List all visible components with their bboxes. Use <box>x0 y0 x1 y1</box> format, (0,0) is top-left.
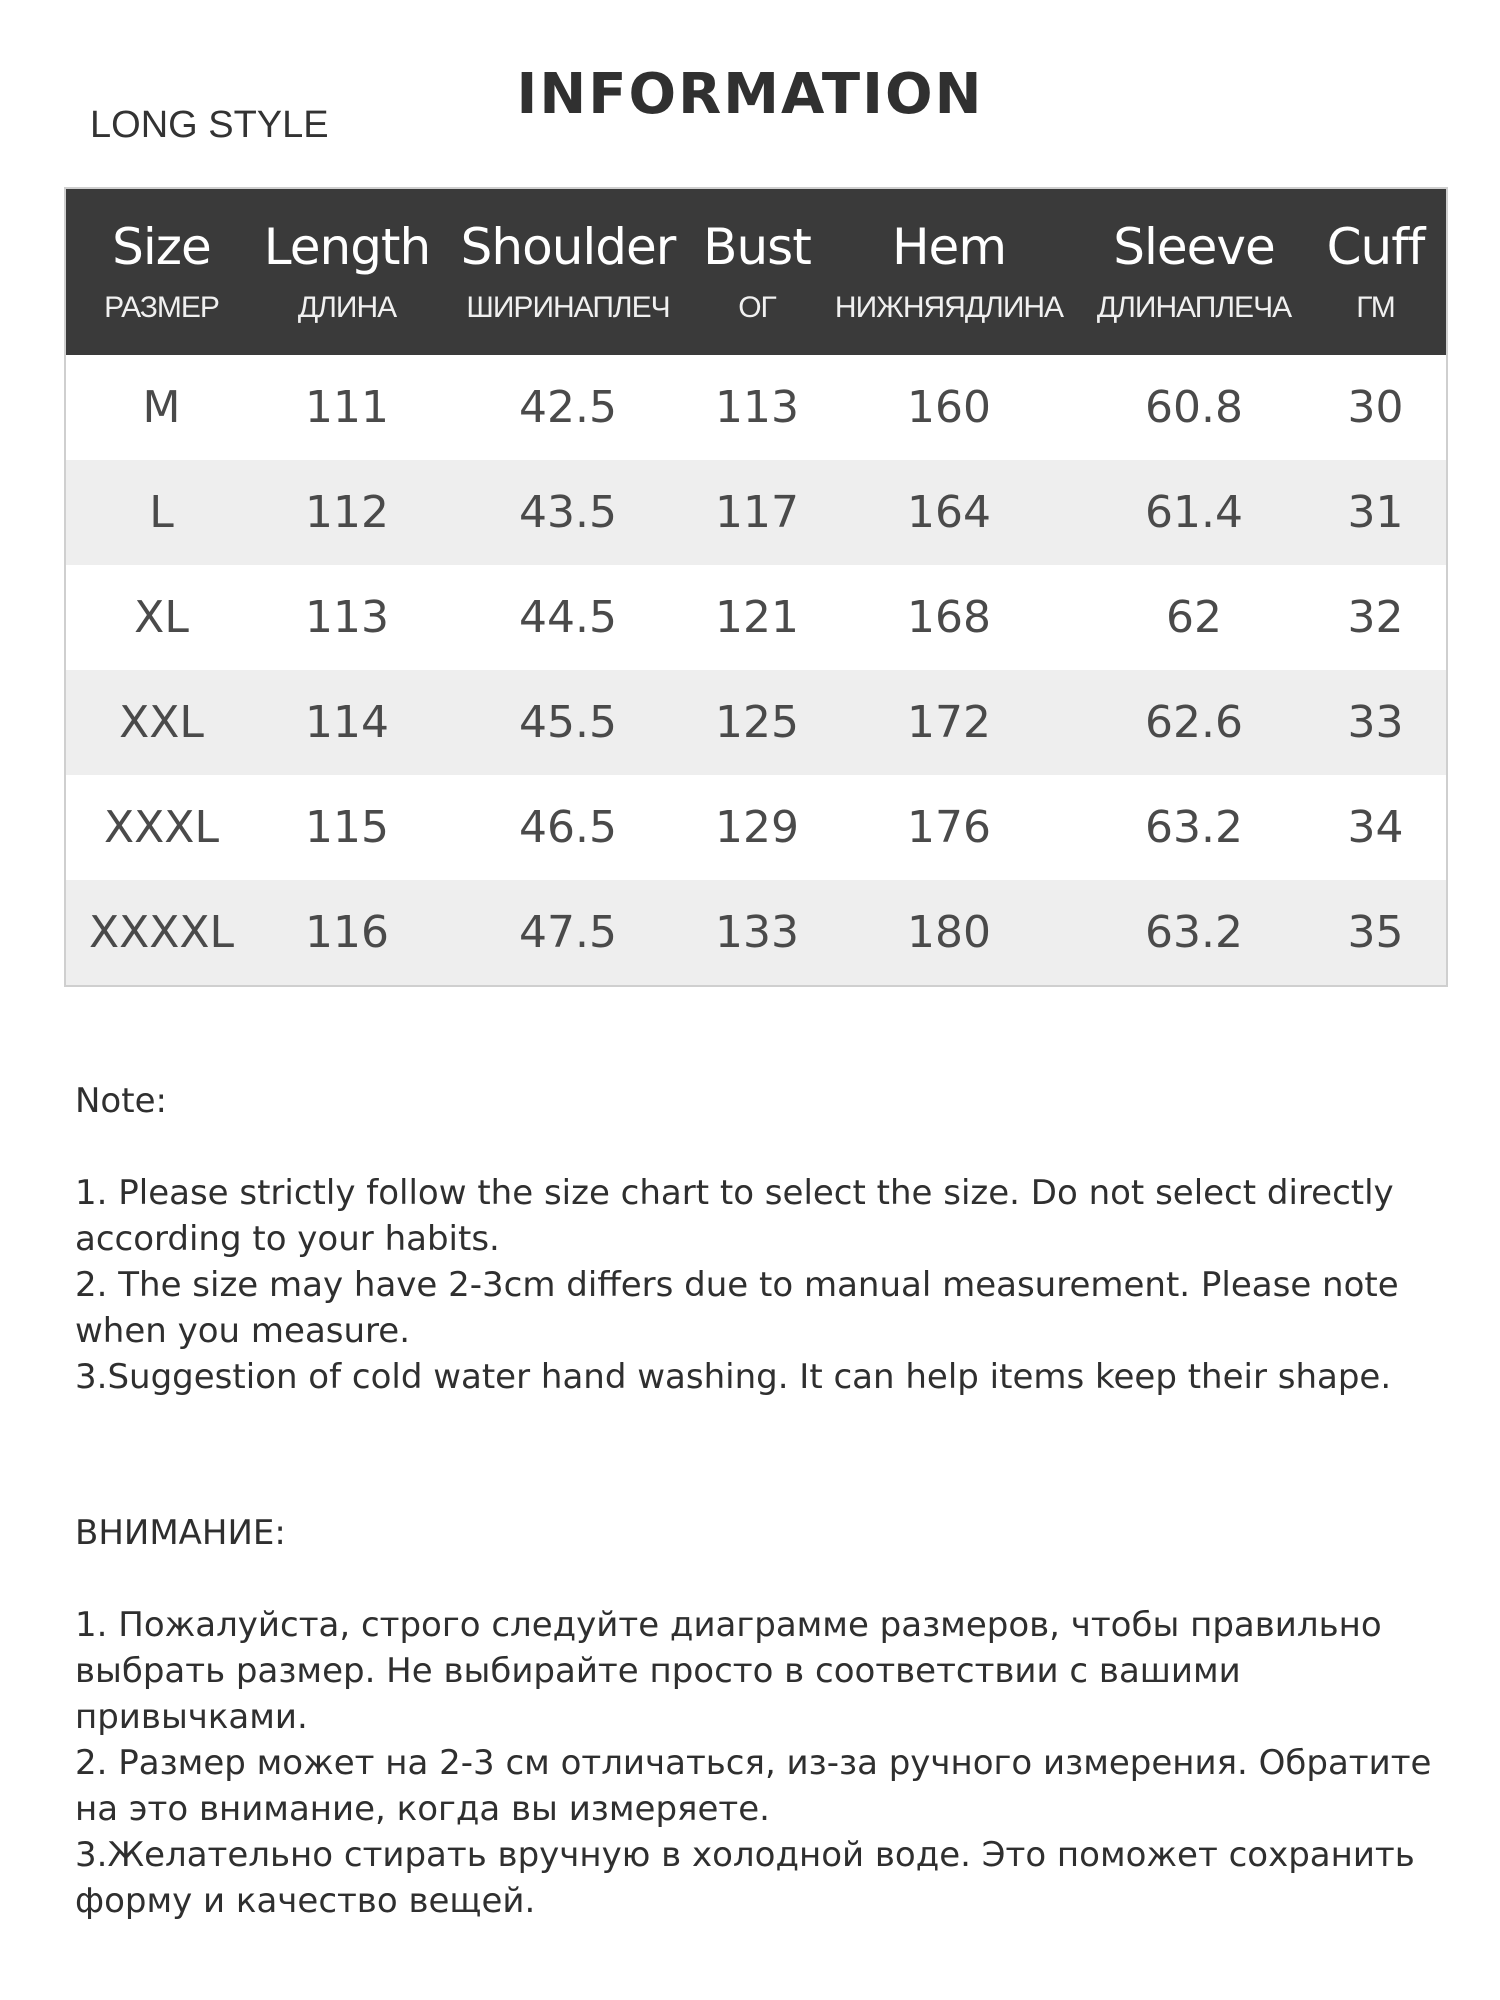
note-item: 2. The size may have 2-3cm differs due to manual measurement. Please note when you measure. <box>75 1265 1399 1351</box>
table-cell: 172 <box>815 670 1083 775</box>
column-header-sublabel: РАЗМЕР <box>104 291 219 324</box>
column-header-label: Length <box>263 218 431 276</box>
column-header-sublabel: НИЖНЯЯДЛИНА <box>834 291 1064 324</box>
table-cell: XXXXL <box>65 880 257 986</box>
table-cell: 125 <box>699 670 815 775</box>
table-cell: 31 <box>1305 460 1447 565</box>
table-cell: 60.8 <box>1083 355 1305 460</box>
note-item: 3.Suggestion of cold water hand washing. It can help items keep their shape. <box>75 1357 1392 1397</box>
table-cell: 35 <box>1305 880 1447 986</box>
size-chart-table <box>64 187 1448 987</box>
column-header-label: Size <box>112 218 211 276</box>
table-cell: 168 <box>815 565 1083 670</box>
table-cell: 160 <box>815 355 1083 460</box>
table-cell: M <box>65 355 257 460</box>
note-item: 1. Please strictly follow the size chart to select the size. Do not select directly according to your habits. <box>75 1173 1394 1259</box>
table-cell: 32 <box>1305 565 1447 670</box>
column-header-label: Cuff <box>1326 218 1425 276</box>
table-cell: 33 <box>1305 670 1447 775</box>
table-cell: 113 <box>699 355 815 460</box>
table-row <box>65 460 1447 565</box>
subtitle-long-style: LONG STYLE <box>90 104 329 146</box>
column-header-length <box>257 188 437 355</box>
column-header-sublabel: ДЛИНА <box>297 291 397 324</box>
column-header-bust <box>699 188 815 355</box>
page-title: INFORMATION <box>516 62 984 127</box>
table-cell: 46.5 <box>437 775 699 880</box>
column-header-cuff <box>1305 188 1447 355</box>
column-header-label: Shoulder <box>460 218 676 276</box>
column-header-hem <box>815 188 1083 355</box>
table-cell: 129 <box>699 775 815 880</box>
table-cell: 62.6 <box>1083 670 1305 775</box>
table-cell: 114 <box>257 670 437 775</box>
notes-english <box>75 1078 1435 1400</box>
table-cell: 44.5 <box>437 565 699 670</box>
table-cell: 42.5 <box>437 355 699 460</box>
table-cell: 176 <box>815 775 1083 880</box>
column-header-label: Hem <box>891 218 1007 276</box>
table-cell: 47.5 <box>437 880 699 986</box>
table-cell: 117 <box>699 460 815 565</box>
table-cell: 121 <box>699 565 815 670</box>
note-item: 3.Желательно стирать вручную в холодной воде. Это поможет сохранить форму и качество вещей. <box>75 1835 1415 1921</box>
column-header-sublabel: ОГ <box>738 291 776 324</box>
table-row <box>65 775 1447 880</box>
table-row <box>65 880 1447 986</box>
note-item: 1. Пожалуйста, строго следуйте диаграмме размеров, чтобы правильно выбрать размер. Не выбирайте просто в соответствии с вашими привычками. <box>75 1605 1382 1737</box>
notes-heading: ВНИМАНИЕ: <box>75 1513 286 1553</box>
table-cell: XL <box>65 565 257 670</box>
table-cell: XXL <box>65 670 257 775</box>
table-cell: 63.2 <box>1083 775 1305 880</box>
table-row <box>65 355 1447 460</box>
table-cell: 62 <box>1083 565 1305 670</box>
column-header-size <box>65 188 257 355</box>
table-cell: 133 <box>699 880 815 986</box>
column-header-shoulder <box>437 188 699 355</box>
table-cell: L <box>65 460 257 565</box>
notes-heading: Note: <box>75 1081 167 1121</box>
table-cell: 61.4 <box>1083 460 1305 565</box>
table-header-row <box>65 188 1447 355</box>
table-cell: 116 <box>257 880 437 986</box>
table-cell: 111 <box>257 355 437 460</box>
table-cell: 115 <box>257 775 437 880</box>
table-cell: 45.5 <box>437 670 699 775</box>
table-row <box>65 565 1447 670</box>
table-cell: 34 <box>1305 775 1447 880</box>
notes-russian <box>75 1510 1435 1924</box>
table-cell: 63.2 <box>1083 880 1305 986</box>
table-cell: 112 <box>257 460 437 565</box>
table-cell: XXXL <box>65 775 257 880</box>
table-row <box>65 670 1447 775</box>
column-header-sublabel: ДЛИНАПЛЕЧА <box>1096 291 1292 324</box>
table-cell: 43.5 <box>437 460 699 565</box>
table-cell: 180 <box>815 880 1083 986</box>
table-cell: 164 <box>815 460 1083 565</box>
column-header-sublabel: ГМ <box>1356 291 1395 324</box>
table-cell: 113 <box>257 565 437 670</box>
column-header-sleeve <box>1083 188 1305 355</box>
table-cell: 30 <box>1305 355 1447 460</box>
note-item: 2. Размер может на 2-3 см отличаться, из-за ручного измерения. Обратите на это внимание, когда вы измеряете. <box>75 1743 1432 1829</box>
column-header-label: Bust <box>703 218 811 276</box>
column-header-label: Sleeve <box>1113 218 1275 276</box>
column-header-sublabel: ШИРИНАПЛЕЧ <box>466 291 670 324</box>
